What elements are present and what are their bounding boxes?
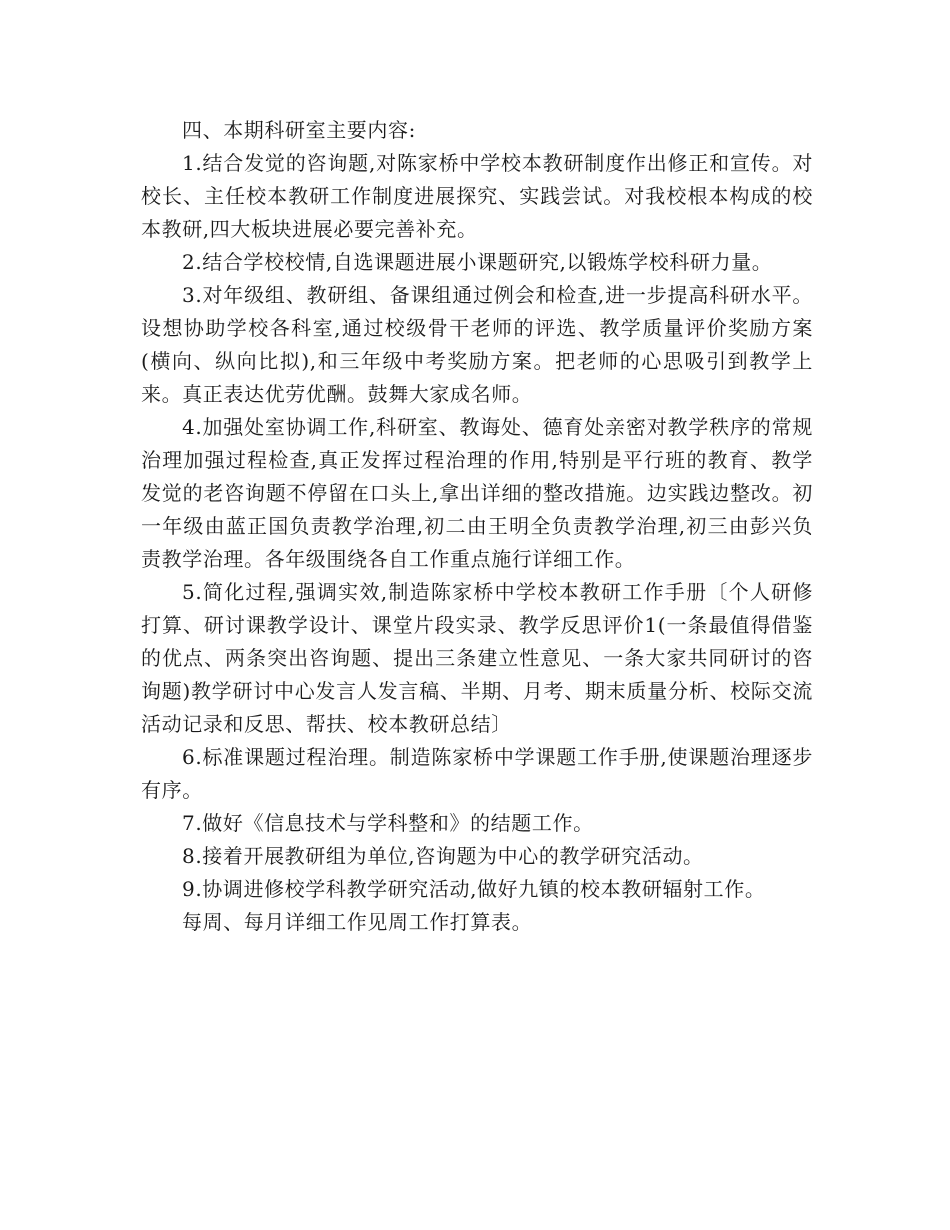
paragraph-item-5: 5.简化过程,强调实效,制造陈家桥中学校本教研工作手册〔个人研修打算、研讨课教学设计、课堂片段实录、教学反思评价1(一条最值得借鉴的优点、两条突出咨询题、提出三条建立性意见、一条大家共同研讨的咨询题)教学研讨中心发言人发言稿、半期、月考、期末质量分析、校际交流活动记录和反思、帮扶、校本教研总结〕 xyxy=(141,580,813,736)
paragraph-item-1: 1.结合发觉的咨询题,对陈家桥中学校本教研制度作出修正和宣传。对校长、主任校本教研工作制度进展探究、实践尝试。对我校根本构成的校本教研,四大板块进展必要完善补充。 xyxy=(141,151,813,241)
paragraph-item-3: 3.对年级组、教研组、备课组通过例会和检查,进一步提高科研水平。设想协助学校各科室,通过校级骨干老师的评选、教学质量评价奖励方案(横向、纵向比拟),和三年级中考奖励方案。把老师的心思吸引到教学上来。真正表达优劳优酬。鼓舞大家成名师。 xyxy=(141,283,813,406)
paragraph-item-9: 9.协调进修校学科教学研究活动,做好九镇的校本教研辐射工作。 xyxy=(182,877,766,901)
section-heading: 四、本期科研室主要内容: xyxy=(182,118,416,142)
paragraph-item-2: 2.结合学校校情,自选课题进展小课题研究,以锻炼学校科研力量。 xyxy=(182,250,773,274)
paragraph-item-7: 7.做好《信息技术与学科整和》的结题工作。 xyxy=(182,811,594,835)
paragraph-item-6: 6.标准课题过程治理。制造陈家桥中学课题工作手册,使课题治理逐步有序。 xyxy=(141,745,813,802)
paragraph-item-4: 4.加强处室协调工作,科研室、教诲处、德育处亲密对教学秩序的常规治理加强过程检查,真正发挥过程治理的作用,特别是平行班的教育、教学发觉的老咨询题不停留在口头上,拿出详细的整改措施。边实践边整改。初一年级由蓝正国负责教学治理,初二由王明全负责教学治理,初三由彭兴负责教学治理。各年级围绕各自工作重点施行详细工作。 xyxy=(141,415,813,571)
closing-note: 每周、每月详细工作见周工作打算表。 xyxy=(182,910,533,934)
document-body xyxy=(141,114,813,939)
paragraph-item-8: 8.接着开展教研组为单位,咨询题为中心的教学研究活动。 xyxy=(182,844,704,868)
